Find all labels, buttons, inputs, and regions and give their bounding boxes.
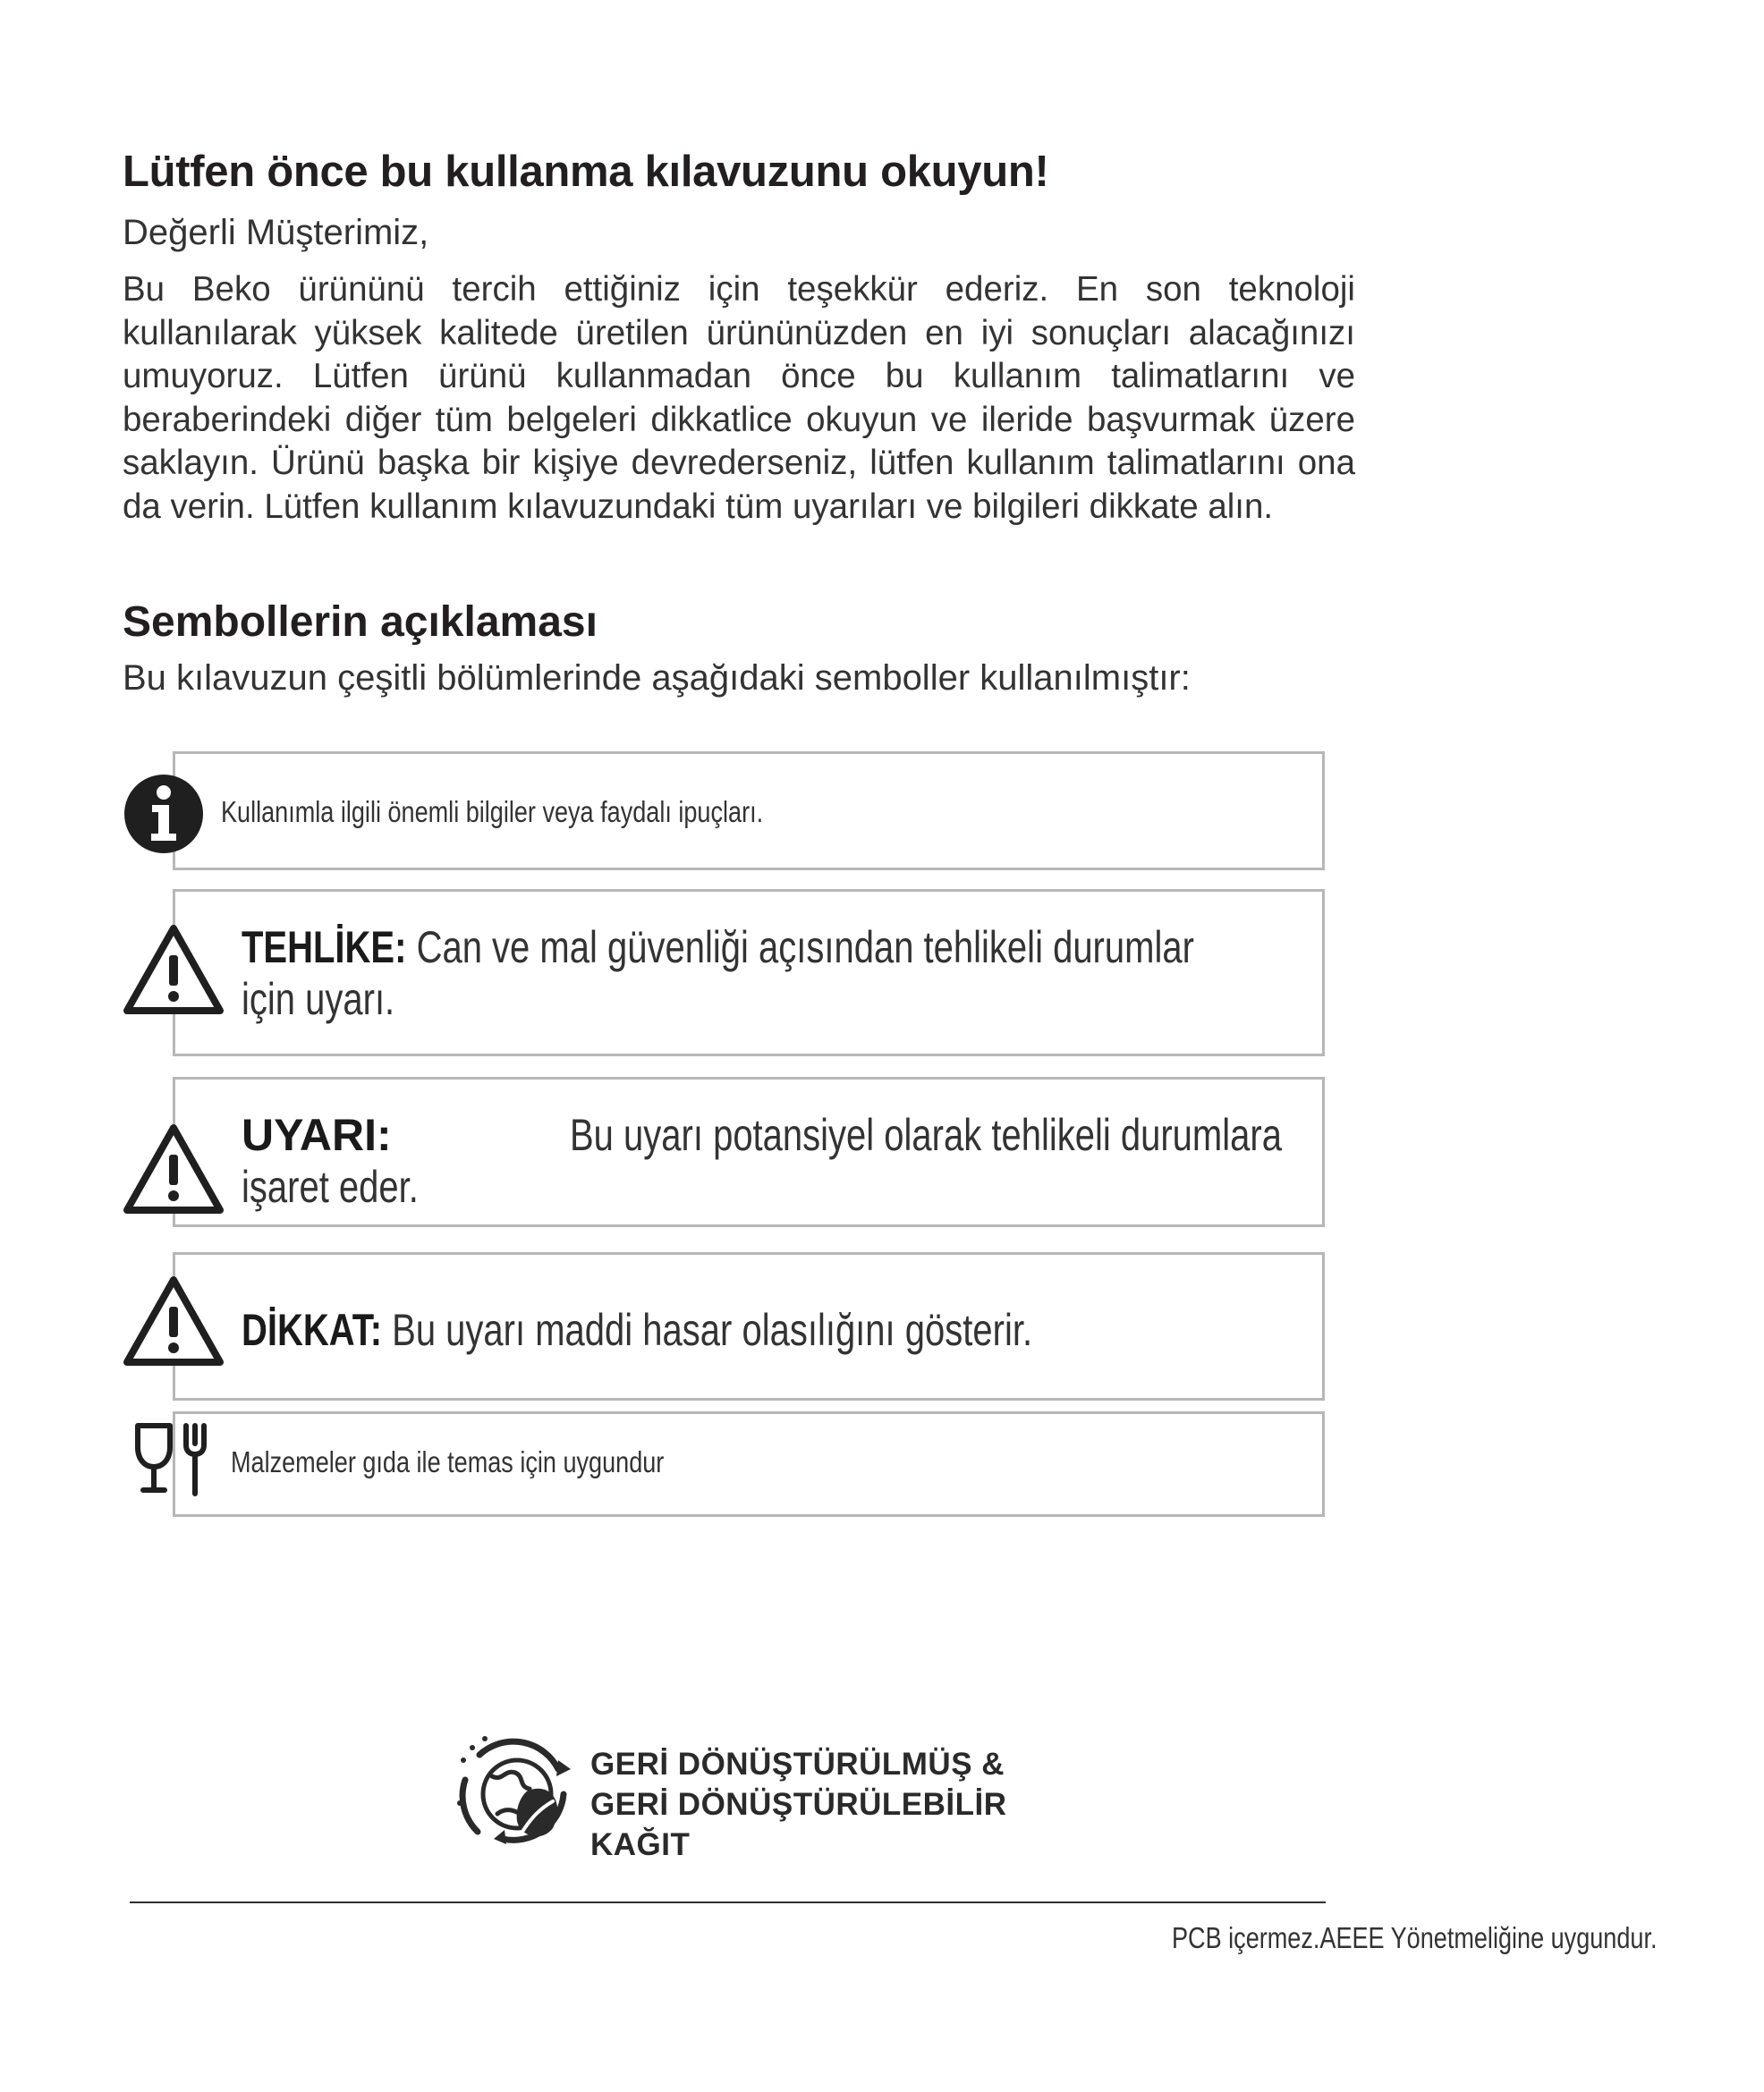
page-title: Lütfen önce bu kullanma kılavuzunu okuyun! bbox=[123, 148, 1049, 196]
danger-label: TEHLİKE: bbox=[242, 922, 407, 972]
food-text: Malzemeler gıda ile temas için uygundur bbox=[231, 1445, 665, 1478]
recycle-line3: KAĞIT bbox=[590, 1827, 691, 1862]
warning-triangle-icon bbox=[123, 1122, 225, 1220]
symbols-heading: Sembollerin açıklaması bbox=[123, 598, 598, 646]
footer-divider bbox=[130, 1901, 1326, 1903]
warning-triangle-icon bbox=[123, 923, 225, 1021]
danger-text bbox=[242, 921, 1194, 1025]
footer-note bbox=[1172, 1921, 1658, 1955]
info-text: Kullanımla ilgili önemli bilgiler veya faydalı ipuçları. bbox=[221, 795, 764, 828]
warning-line2: işaret eder. bbox=[242, 1162, 419, 1212]
danger-line1: Can ve mal güvenliği açısından tehlikeli durumlar bbox=[416, 922, 1194, 972]
warning-text bbox=[242, 1109, 1306, 1213]
danger-line2: için uyarı. bbox=[242, 974, 395, 1024]
recycle-line1: GERİ DÖNÜŞTÜRÜLMÜŞ & bbox=[590, 1747, 1005, 1782]
info-icon bbox=[123, 773, 205, 860]
greeting: Değerli Müşterimiz, bbox=[123, 213, 429, 252]
warning-label: UYARI: bbox=[242, 1110, 392, 1160]
caution-label: DİKKAT: bbox=[242, 1305, 383, 1355]
recycle-line2: GERİ DÖNÜŞTÜRÜLEBİLİR bbox=[590, 1787, 1007, 1822]
symbols-intro: Bu kılavuzun çeşitli bölümlerinde aşağıdaki semboller kullanılmıştır: bbox=[123, 658, 1191, 698]
recycle-text bbox=[590, 1744, 1007, 1865]
food-contact-icon bbox=[131, 1420, 216, 1503]
caution-line: Bu uyarı maddi hasar olasılığını gösterir. bbox=[392, 1305, 1033, 1355]
caution-text bbox=[242, 1304, 1032, 1356]
recycle-globe-leaf-icon bbox=[453, 1724, 578, 1863]
footer-note-text: PCB içermez.AEEE Yönetmeliğine uygundur. bbox=[1172, 1921, 1658, 1954]
warning-triangle-icon bbox=[123, 1275, 225, 1372]
intro-paragraph: Bu Beko ürününü tercih ettiğiniz için teşekkür ederiz. En son teknoloji kullanılarak yüksek kalitede üretilen ürününüzden en iyi sonuçları alacağınızı umuyoruz. Lütfen ürünü kullanmadan önce bu kullanım talimatlarını ve beraberindeki diğer tüm belgeleri dikkatlice okuyun ve ileride başvurmak üzere saklayın. Ürünü başka bir kişiye devrederseniz, lütfen kullanım talimatlarını ona da verin. Lütfen kullanım kılavuzundaki tüm uyarıları ve bilgileri dikkate alın. bbox=[123, 270, 1355, 526]
warning-line1: Bu uyarı potansiyel olarak tehlikeli durumlara bbox=[569, 1110, 1282, 1160]
